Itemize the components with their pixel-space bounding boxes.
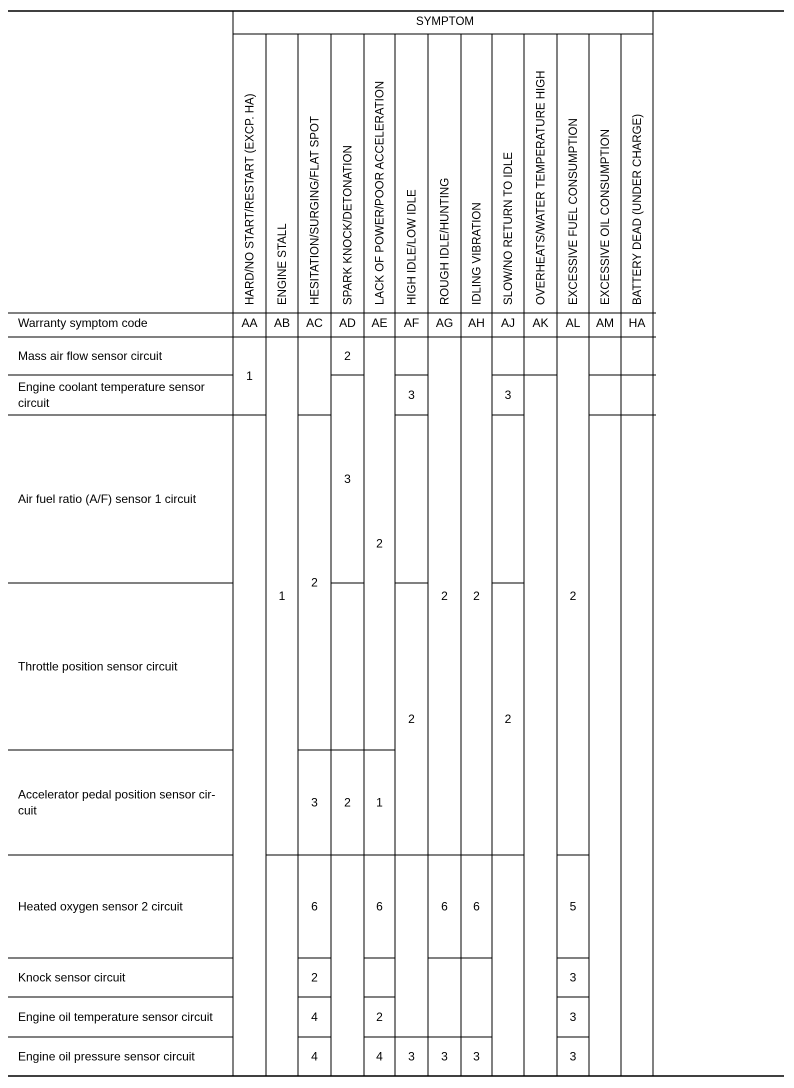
cell-value: 2	[311, 970, 318, 985]
row-label: circuit	[18, 396, 50, 410]
row-labels	[18, 349, 215, 1064]
symptom-name: OVERHEATS/WATER TEMPERATURE HIGH	[535, 70, 548, 305]
cell-value: 3	[504, 388, 512, 402]
cell-value: 1	[278, 589, 286, 603]
warranty-code: HA	[628, 316, 646, 330]
warranty-code: AC	[306, 316, 323, 330]
symptom-name: HESITATION/SURGING/FLAT SPOT	[309, 116, 322, 305]
symptom-name: LACK OF POWER/POOR ACCELERATION	[374, 80, 387, 305]
symptom-name: BATTERY DEAD (UNDER CHARGE)	[632, 113, 644, 305]
cell-value: 6	[376, 899, 383, 914]
symptom-header: SYMPTOM	[416, 16, 474, 28]
symptom-name: SPARK KNOCK/DETONATION	[342, 145, 355, 305]
cell-value: 3	[408, 388, 415, 402]
warranty-code-row	[241, 316, 645, 330]
row-label: Engine oil pressure sensor circuit	[18, 1049, 195, 1064]
cell-value: 2	[311, 575, 318, 590]
symptom-column-headers	[245, 71, 645, 306]
row-label: Accelerator pedal position sensor cir-	[18, 787, 216, 802]
cell-value: 4	[311, 1010, 318, 1024]
cell-value: 4	[376, 1049, 383, 1064]
cell-value: 3	[569, 970, 577, 985]
warranty-code: AF	[403, 316, 420, 330]
cell-value: 6	[441, 899, 448, 914]
warranty-code: AA	[241, 316, 258, 330]
cell-value: 2	[569, 589, 577, 603]
symptom-name: IDLING VIBRATION	[471, 202, 484, 305]
row-label: Heated oxygen sensor 2 circuit	[18, 899, 183, 914]
warranty-code: AE	[371, 316, 388, 330]
warranty-code: AL	[565, 316, 581, 330]
row-label: Engine oil temperature sensor circuit	[18, 1010, 213, 1024]
warranty-code: AD	[339, 316, 356, 330]
cell-value: 2	[376, 536, 383, 551]
cell-value: 2	[344, 349, 351, 363]
cell-value: 1	[246, 369, 253, 383]
cell-value: 2	[376, 1010, 383, 1024]
table-cells	[246, 349, 577, 1064]
row-label: Engine coolant temperature sensor	[18, 380, 205, 394]
row-label: Mass air flow sensor circuit	[18, 349, 163, 363]
table-grid-lines	[8, 11, 784, 1076]
cell-value: 5	[569, 899, 577, 914]
cell-value: 6	[473, 899, 480, 914]
cell-value: 4	[311, 1049, 318, 1064]
cell-value: 2	[344, 795, 351, 810]
symptom-name: ROUGH IDLE/HUNTING	[439, 177, 452, 305]
warranty-code-row-label: Warranty symptom code	[18, 316, 148, 330]
row-label: cuit	[18, 803, 37, 818]
warranty-code: AB	[273, 316, 291, 330]
cell-value: 3	[441, 1049, 448, 1064]
row-label: Knock sensor circuit	[18, 970, 126, 985]
cell-value: 3	[569, 1049, 577, 1064]
cell-value: 2	[408, 712, 415, 726]
symptom-name: ENGINE STALL	[277, 223, 289, 305]
row-label: Throttle position sensor circuit	[18, 659, 178, 674]
warranty-code: AJ	[500, 316, 516, 330]
cell-value: 3	[473, 1049, 480, 1064]
cell-value: 1	[376, 795, 383, 810]
warranty-code: AG	[435, 316, 454, 330]
cell-value: 2	[441, 589, 448, 603]
warranty-code: AK	[532, 316, 549, 330]
cell-value: 3	[569, 1010, 577, 1024]
symptom-name: EXCESSIVE OIL CONSUMPTION	[600, 129, 612, 305]
symptom-name: EXCESSIVE FUEL CONSUMPTION	[568, 118, 580, 305]
cell-value: 2	[473, 589, 480, 603]
cell-value: 3	[408, 1049, 415, 1064]
cell-value: 3	[311, 795, 318, 810]
symptom-name: HIGH IDLE/LOW IDLE	[406, 189, 419, 305]
cell-value: 3	[344, 472, 351, 486]
row-label: Air fuel ratio (A/F) sensor 1 circuit	[18, 492, 197, 506]
cell-value: 2	[504, 712, 512, 726]
symptom-name: HARD/NO START/RESTART (EXCP. HA)	[244, 93, 257, 305]
warranty-code: AH	[468, 316, 485, 330]
symptom-name: SLOW/NO RETURN TO IDLE	[503, 152, 515, 305]
cell-value: 6	[311, 899, 318, 914]
warranty-code: AM	[596, 316, 614, 330]
